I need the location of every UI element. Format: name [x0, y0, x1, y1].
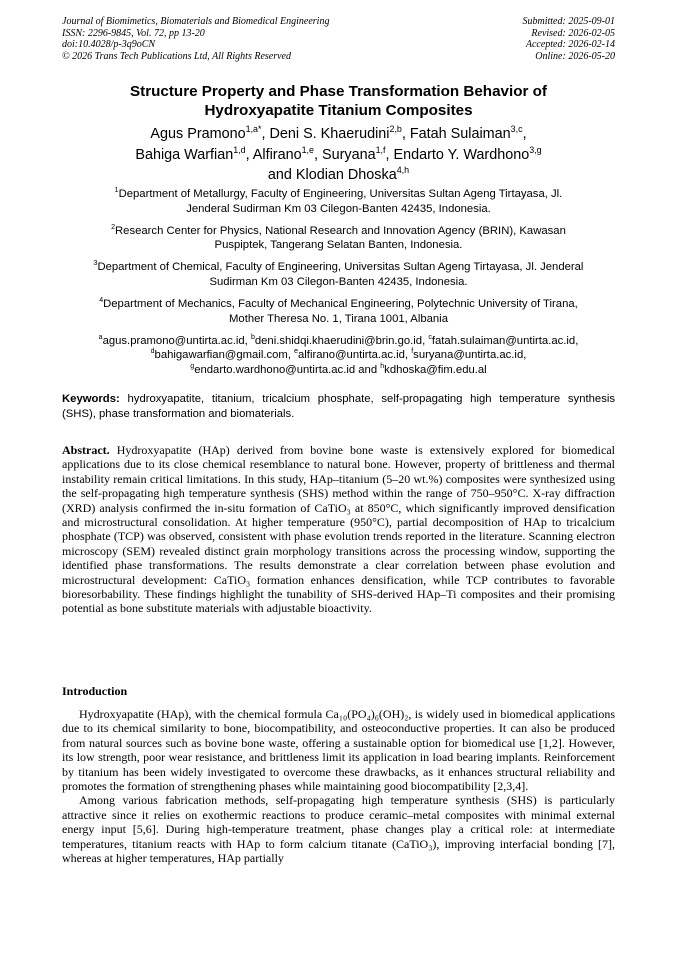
- affiliation-3: [62, 260, 615, 289]
- email-mark: a: [98, 333, 103, 341]
- affiliation-number: 3: [93, 260, 98, 268]
- journal-issn: ISSN: 2296-9845, Vol. 72, pp 13-20: [62, 27, 205, 39]
- affiliation-text: Research Center for Physics, National Research and Innovation Agency (BRIN), Kawasan: [115, 224, 566, 237]
- author-affil-mark: 1,e: [301, 144, 314, 155]
- affiliation-4: [62, 297, 615, 326]
- email-mark: e: [294, 348, 299, 356]
- copyright-notice: © 2026 Trans Tech Publications Ltd, All Rights Reserved: [62, 50, 291, 62]
- introduction-paragraph-1: Hydroxyapatite (HAp), with the chemical formula Ca₁₀(PO₄)₆(OH)₂, is widely used in biomedical applications due to its chemical similarity to bone, biocompatibility, and osteoconductive properties. It can also be produced from natural sources such as bovine bone waste, offering a sustainable option for biomedical use [1,2]. However, its low strength, poor wear resistance, and brittleness limit its application in load bearing implants. Reinforcement by titanium has been widely investigated to overcome these drawbacks, as it enhances structural reliability and promotes the formation of strengthening phases while maintaining good biocompatibility [2,3,4].: [62, 707, 615, 794]
- author-separator: ,: [385, 146, 394, 163]
- accepted-date: Accepted: 2026-02-14: [525, 39, 615, 50]
- author-separator: ,: [245, 146, 253, 163]
- email-mark: f: [411, 348, 414, 356]
- email-line-3: [62, 363, 615, 378]
- revised-date: Revised: 2026-02-05: [531, 27, 615, 39]
- author-name: Suryana: [321, 146, 376, 163]
- online-date: Online: 2026-05-20: [535, 50, 615, 62]
- affiliations: [62, 187, 615, 378]
- author-name: Fatah Sulaiman: [409, 126, 511, 142]
- affiliation-1: [62, 187, 615, 216]
- affiliation-text: Mother Theresa No. 1, Tirana 1001, Albania: [229, 312, 448, 325]
- email-separator: ,: [244, 334, 251, 347]
- author-affil-mark: 3,g: [529, 144, 542, 155]
- email-separator: ,: [287, 349, 295, 362]
- author-conjunction: and: [267, 167, 296, 183]
- email-link[interactable]: deni.shidqi.khaerudini@brin.go.id: [254, 334, 423, 347]
- author-name: Alfirano: [252, 146, 302, 163]
- author-name: Klodian Dhoska: [295, 167, 397, 183]
- author-line-2: [62, 145, 615, 166]
- author-affil-mark: 1,f: [375, 144, 386, 155]
- dates-header: [523, 16, 616, 62]
- keywords-text: hydroxyapatite, titanium, tricalcium phosphate, self-propagating high temperature synthesis (SHS), phase transformation and biomaterials.: [62, 393, 615, 420]
- author-affil-mark: 1,d: [233, 144, 246, 155]
- affiliation-number: 4: [99, 297, 104, 305]
- keywords-block: [62, 392, 615, 421]
- email-link[interactable]: kdhoska@fim.edu.al: [384, 363, 487, 376]
- journal-doi[interactable]: doi:10.4028/p-3q9oCN: [62, 39, 156, 50]
- email-line-2: [62, 348, 615, 363]
- affiliation-number: 1: [114, 187, 119, 195]
- author-name: Bahiga Warfian: [135, 146, 234, 163]
- author-affil-mark: 4,h: [396, 165, 410, 176]
- paper-title: [62, 82, 615, 120]
- journal-name: Journal of Biomimetics, Biomaterials and Biomedical Engineering: [62, 16, 330, 27]
- email-mark: d: [150, 348, 155, 356]
- author-name: Endarto Y. Wardhono: [393, 146, 530, 163]
- abstract-label: Abstract.: [62, 443, 110, 457]
- email-link[interactable]: endarto.wardhono@untirta.ac.id: [194, 363, 356, 376]
- author-separator: ,: [522, 126, 527, 142]
- email-mark: h: [380, 363, 385, 371]
- keywords-label: Keywords:: [62, 393, 120, 405]
- abstract-text: Hydroxyapatite (HAp) derived from bovine bone waste is extensively explored for biomedical applications due to its close chemical resemblance to natural bone. However, property of brittleness and thermal instability remain critical limitations. In this study, HAp–titanium (5–20 wt.%) composites were synthesized using the self-propagating high temperature synthesis (SHS) method within the range of 750–950°C. X-ray diffraction (XRD) analysis confirmed the in-situ formation of CaTiO₃ at 850°C, which significantly improved densification and microstructural consolidation. At higher temperature (950°C), partial decomposition of HAp to tricalcium phosphate (TCP) was observed, consistent with phase evolution trends reported in the literature. Scanning electron microscopy (SEM) revealed distinct grain morphology transitions across the processing window, supporting the identified phase transformations. The results demonstrate a clear correlation between phase evolution and microstructural development: CaTiO₃ formation enhances densification, while TCP contributes to favorable bioresorbability. These findings highlight the tunability of SHS-derived HAp–Ti composites and their promising potential as bone substitute materials with adjustable bioactivity.: [62, 443, 616, 616]
- affiliation-text: Department of Mechanics, Faculty of Mechanical Engineering, Polytechnic University of Tirana,: [103, 298, 578, 311]
- email-mark: b: [250, 333, 255, 341]
- affiliation-text: Sudirman Km 03 Cilegon-Banten 42435, Indonesia.: [209, 275, 468, 288]
- affiliation-text: Jenderal Sudirman Km 03 Cilegon-Banten 42435, Indonesia.: [186, 202, 491, 215]
- introduction-heading: Introduction: [62, 684, 128, 698]
- author-name: Deni S. Khaerudini: [269, 126, 390, 142]
- email-mark: c: [428, 333, 432, 341]
- author-affil-mark: 1,a*: [245, 124, 262, 135]
- author-separator: ,: [261, 126, 270, 142]
- email-link[interactable]: agus.pramono@untirta.ac.id: [102, 334, 245, 347]
- email-link[interactable]: bahigawarfian@gmail.com: [154, 349, 288, 362]
- email-list: [62, 334, 615, 378]
- affiliation-text: Puspiptek, Tangerang Selatan Banten, Indonesia.: [214, 239, 463, 252]
- affiliation-text: Department of Metallurgy, Faculty of Engineering, Universitas Sultan Ageng Tirtayasa, Jl.: [118, 188, 563, 200]
- author-name: Agus Pramono: [150, 126, 246, 142]
- email-link[interactable]: fatah.sulaiman@untirta.ac.id,: [431, 334, 579, 347]
- introduction-paragraph-2: Among various fabrication methods, self-propagating high temperature synthesis (SHS) is particularly attractive since it relies on exothermic reactions to produce ceramic–metal composites with minimal external energy input [5,6]. During high-temperature treatment, phase changes play a critical role: at intermediate temperatures, titanium reacts with HAp to form calcium titanate (CaTiO₃), improving interfacial bonding [7], whereas at higher temperatures, HAp partially: [62, 793, 615, 866]
- email-separator: and: [355, 363, 381, 376]
- author-separator: ,: [313, 146, 322, 163]
- email-separator: ,: [404, 349, 412, 362]
- title-line-1: Structure Property and Phase Transformation Behavior of: [130, 83, 547, 100]
- author-line-1: [62, 124, 615, 145]
- author-affil-mark: 2,b: [389, 124, 402, 135]
- author-list: [62, 124, 615, 186]
- email-separator: ,: [422, 334, 429, 347]
- affiliation-number: 2: [111, 223, 116, 231]
- email-link[interactable]: suryana@untirta.ac.id,: [413, 349, 527, 362]
- email-line-1: [62, 334, 615, 349]
- email-mark: g: [190, 363, 195, 371]
- email-link[interactable]: alfirano@untirta.ac.id: [298, 349, 405, 362]
- introduction-body: [62, 707, 615, 865]
- title-line-2: Hydroxyapatite Titanium Composites: [204, 102, 473, 119]
- affiliation-2: [62, 224, 615, 253]
- author-line-3: [62, 165, 615, 186]
- author-separator: ,: [401, 126, 410, 142]
- journal-header: [62, 16, 329, 62]
- author-affil-mark: 3,c: [510, 124, 523, 135]
- affiliation-text: Department of Chemical, Faculty of Engineering, Universitas Sultan Ageng Tirtayasa, Jl. Jenderal: [97, 261, 584, 274]
- abstract-block: [62, 443, 615, 616]
- submitted-date: Submitted: 2025-09-01: [522, 16, 615, 27]
